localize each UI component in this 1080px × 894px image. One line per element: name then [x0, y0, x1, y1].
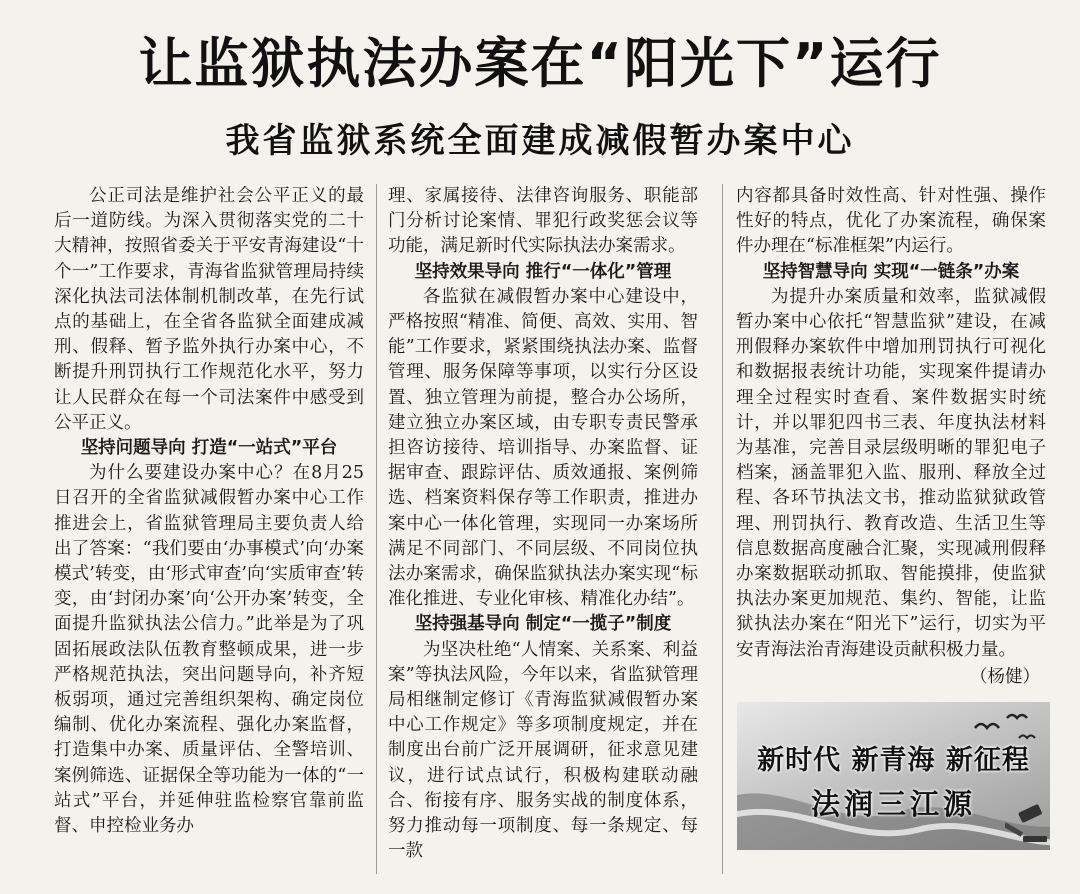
banner-line-1: 新时代 新青海 新征程 [757, 745, 1030, 776]
paragraph: 各监狱在减假暂办案中心建设中，严格按照“精准、简便、高效、实用、智能”工作要求，紧紧围绕执法办案、监督管理、服务保障等事项，以实行分区设置、独立管理为前提，整合办公场所，建立独立办案区域，由专职专责民警承担咨访接待、培训指导、办案监督、证据审查、跟踪评估、质效通报、案例筛选、档案资料保存等工作职责，推进办案中心一体化管理，实现同一办案场所满足不同部门、不同层级、不同岗位执法办案需求，确保监狱执法办案实现“标准化推进、专业化审核、精准化办结”。 [388, 286, 698, 610]
column-divider [722, 184, 723, 874]
section-heading: 坚持问题导向 打造“一站式”平台 [80, 438, 338, 459]
paragraph: 公正司法是维护社会公平正义的最后一道防线。为深入贯彻落实党的二十大精神，按照省委关于平安青海建设“十个一”工作要求，青海省监狱管理局持续深化执法司法体制机制改革，在先行试点的基础上，在全省各监狱全面建成减刑、假释、暂予监外执行办案中心，不断提升刑罚执行工作规范化水平，努力让人民群众在每一个司法案件中感受到公平正义。 [54, 186, 364, 433]
headline: 让监狱执法办案在“阳光下”运行 [138, 32, 942, 95]
paragraph: 为什么要建设办案中心？在8月25日召开的全省监狱减假暂办案中心工作推进会上，省监狱管理局主要负责人给出了答案：“我们要由‘办事模式’向‘办案模式’转变，由‘形式审查’向‘实质审查’转变，由‘封闭办案’向‘公开办案’转变，全面提升监狱执法公信力。”此举是为了巩固拓展政法队伍教育整顿成果，进一步严格规范执法，突出问题导向，补齐短板弱项，通过完善组织架构、确定岗位编制、优化办案流程、强化办案监督，打造集中办案、质量评估、全警培训、案例筛选、证据保全等功能为一体的“一站式”平台，并延伸驻监检察官靠前监督、申控检业务办 [54, 463, 364, 837]
section-heading: 坚持效果导向 推行“一体化”管理 [414, 261, 672, 282]
paragraph: 内容都具备时效性高、针对性强、操作性好的特点，优化了办案流程，确保案件办理在“标准框架”内运行。 [736, 186, 1046, 257]
paragraph: 理、家属接待、法律咨询服务、职能部门分析讨论案情、罪犯行政奖惩会议等功能，满足新时代实际执法办案需求。 [388, 186, 698, 257]
column-banner [737, 702, 1050, 850]
byline: （杨健） [970, 666, 1040, 687]
section-heading: 坚持智慧导向 实现“一链条”办案 [762, 261, 1020, 282]
paragraph: 为提升办案质量和效率，监狱减假暂办案中心依托“智慧监狱”建设，在减刑假释办案软件中增加刑罚执行可视化和数据报表统计功能，实现案件提请办理全过程实时查看、案件数据实时统计，并以罪犯四书三表、年度执法材料为基准，完善目录层级明晰的罪犯电子档案，涵盖罪犯入监、服刑、释放全过程、各环节执法文书，推动监狱狱政管理、刑罚执行、教育改造、生活卫生等信息数据高度融合汇聚，实现减刑假释办案数据联动抓取、智能摸排，使监狱执法办案更加规范、集约、智能，让监狱执法办案在“阳光下”运行，切实为平安青海法治青海建设贡献积极力量。 [736, 286, 1046, 660]
subheadline: 我省监狱系统全面建成减假暂办案中心 [225, 121, 855, 161]
gavel-icon [1005, 802, 1049, 846]
article-column-2 [388, 184, 698, 864]
article-column-3 [736, 184, 1046, 690]
article-column-1 [54, 184, 364, 839]
paragraph: 为坚决杜绝“人情案、关系案、利益案”等执法风险，今年以来，省监狱管理局相继制定修订《青海监狱减假暂办案中心工作规定》等多项制度规定，并在制度出台前广泛开展调研，征求意见建议，进行试点试行，积极构建联动融合、衔接有序、服务实战的制度体系，努力推动每一项制度、每一条规定、每一款 [388, 639, 698, 862]
column-divider [376, 184, 377, 874]
section-heading: 坚持强基导向 制定“一揽子”制度 [414, 614, 672, 635]
banner-line-2: 法润三江源 [810, 787, 976, 821]
